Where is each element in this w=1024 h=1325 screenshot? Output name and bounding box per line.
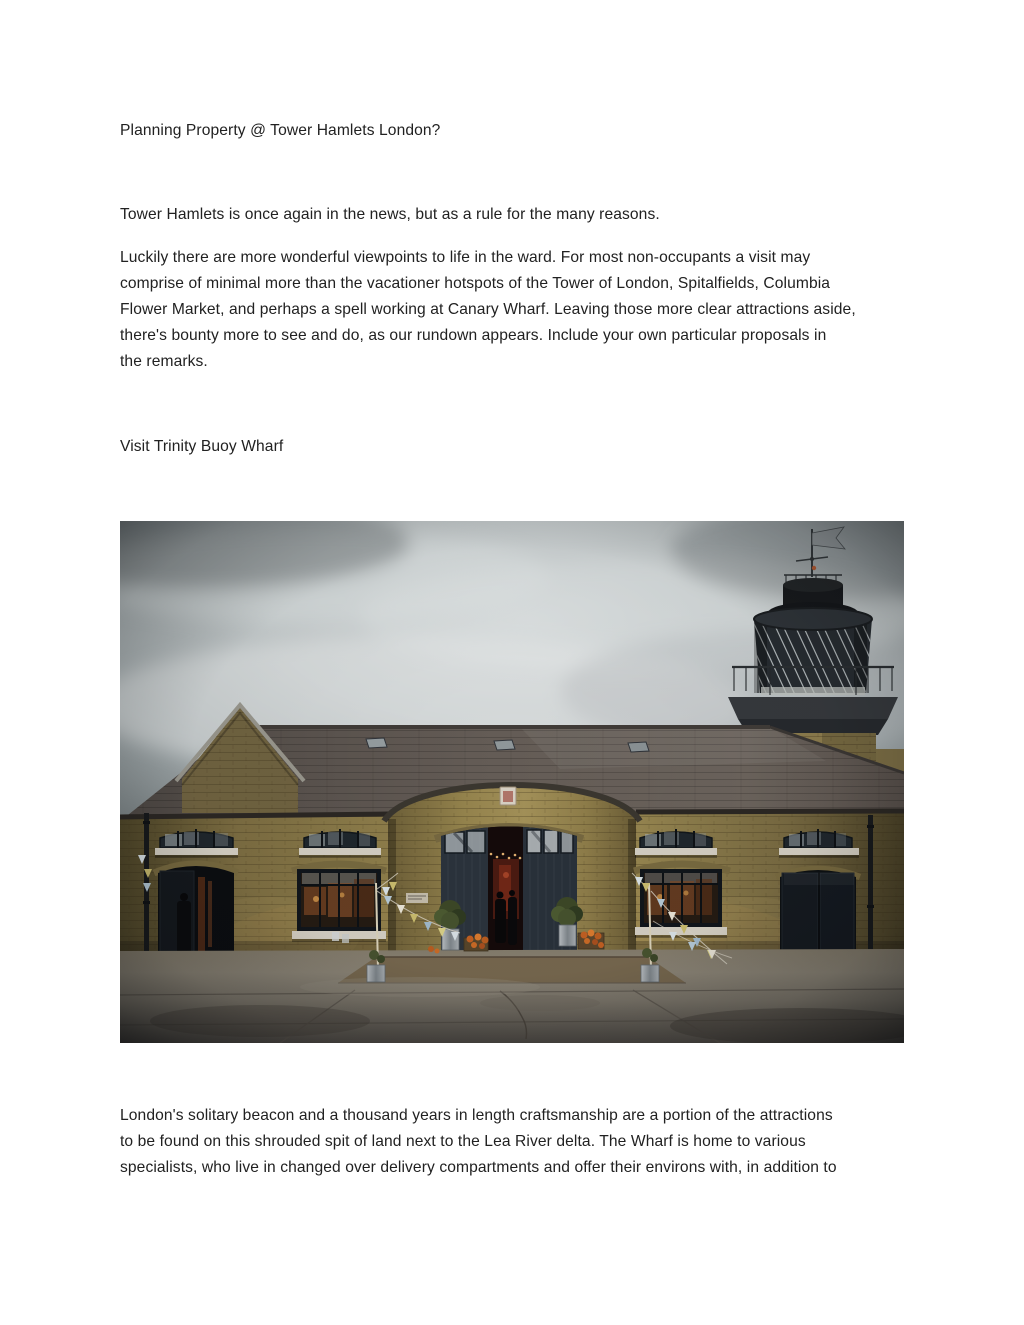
section-heading: Visit Trinity Buoy Wharf [120,438,284,455]
photo-vignette [120,521,904,1043]
body-line: comprise of minimal more than the vacationer hotspots of the Tower of London, Spitalfields, Columbia [120,275,831,292]
intro-paragraph: Tower Hamlets is once again in the news, but as a rule for the many reasons. [120,206,660,223]
closing-line: London's solitary beacon and a thousand years in length craftsmanship are a portion of the attractions [120,1107,833,1124]
document-title: Planning Property @ Tower Hamlets London? [120,122,441,139]
closing-line: to be found on this shrouded spit of land next to the Lea River delta. The Wharf is home to various [120,1133,806,1150]
closing-paragraph [120,1103,912,1181]
body-line: the remarks. [120,353,208,370]
trinity-buoy-wharf-photo [120,521,904,1043]
closing-line: specialists, who live in changed over delivery compartments and offer their environs with, in addition to [120,1159,837,1176]
body-line: Flower Market, and perhaps a spell working at Canary Wharf. Leaving those more clear attractions aside, [120,301,856,318]
body-line: there's bounty more to see and do, as our rundown appears. Include your own particular proposals in [120,327,827,344]
body-paragraph [120,245,912,375]
photo-figure [120,521,904,1043]
body-line: Luckily there are more wonderful viewpoints to life in the ward. For most non-occupants a visit may [120,249,811,266]
